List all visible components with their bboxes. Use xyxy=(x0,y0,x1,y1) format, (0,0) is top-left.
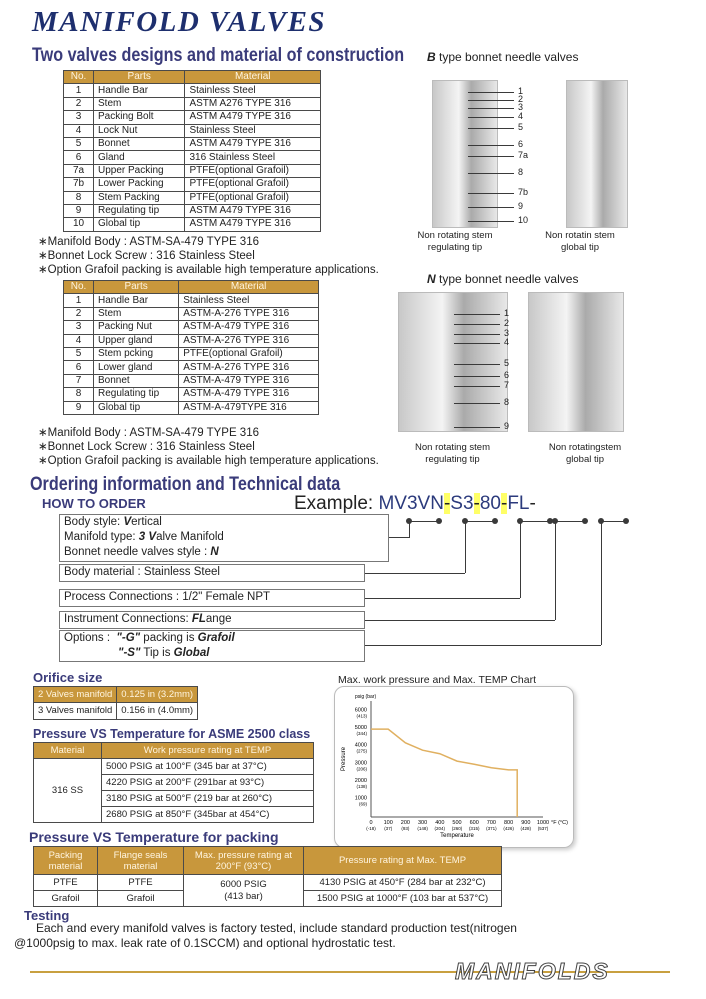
part-name: Stem pcking xyxy=(94,347,179,360)
callout-line xyxy=(468,128,514,129)
callout-line xyxy=(468,156,514,157)
col-material: Material xyxy=(185,71,321,84)
asme-material: 316 SS xyxy=(34,759,102,823)
table-row xyxy=(64,191,321,204)
note: ∗Bonnet Lock Screw : 316 Stainless Steel xyxy=(38,441,255,453)
callout-line xyxy=(454,403,500,404)
part-material: PTFE(optional Grafoil) xyxy=(185,178,321,191)
connector-dot xyxy=(598,518,604,524)
y-tick-label: 2000 xyxy=(354,777,367,784)
y-tick-bar-label: (206) xyxy=(356,766,367,772)
packing-cell: 1500 PSIG at 1000°F (103 bar at 537°C) xyxy=(304,891,502,907)
orifice-cell: 0.156 in (4.0mm) xyxy=(117,703,198,720)
asme-row: 2680 PSIG at 850°F (345bar at 454°C) xyxy=(102,807,314,823)
part-material: ASTM A479 TYPE 316 xyxy=(185,204,321,217)
packing-max: 6000 PSIG (413 bar) xyxy=(184,875,304,907)
note: ∗Option Grafoil packing is available high temperature applications. xyxy=(38,264,379,276)
y-tick-label: 1000 xyxy=(354,795,367,802)
asme-row: 4220 PSIG at 200°F (291bar at 93°C) xyxy=(102,775,314,791)
caption-n-left: Non rotating stem regulating tip xyxy=(415,442,490,465)
col-no: No. xyxy=(64,281,94,294)
options-box: Options : "-G" packing is Grafoil "-S" Tip is Global xyxy=(59,630,365,662)
part-name: Regulating tip xyxy=(94,204,185,217)
x-unit: °F (°C) xyxy=(551,820,568,826)
valve-n-right-image xyxy=(528,292,624,432)
connector xyxy=(409,522,410,538)
packing-col: Max. pressure rating at 200°F (93°C) xyxy=(184,847,304,875)
col-material: Material xyxy=(179,281,319,294)
part-material: ASTM-A-276 TYPE 316 xyxy=(179,361,319,374)
parts-table-n xyxy=(63,280,319,415)
part-material: ASTM-A-276 TYPE 316 xyxy=(179,307,319,320)
callout-line xyxy=(454,314,500,315)
callout-line xyxy=(468,92,514,93)
callout-line xyxy=(468,221,514,222)
instrument-connection-box: Instrument Connections: FLange xyxy=(59,611,365,629)
body-material-box: Body material : Stainless Steel xyxy=(59,564,365,582)
callout-label: 8 xyxy=(518,167,524,177)
part-material: ASTM A479 TYPE 316 xyxy=(185,111,321,124)
y-unit: psig (bar) xyxy=(355,694,377,700)
part-material: ASTM-A-479 TYPE 316 xyxy=(179,388,319,401)
y-tick-label: 5000 xyxy=(354,725,367,732)
table-row xyxy=(64,347,319,360)
diagram-b-title: B type bonnet needle valves xyxy=(427,50,579,64)
part-number: 7 xyxy=(64,374,94,387)
body-style-box: Body style: Vertical Manifold type: 3 Valve Manifold Bonnet needle valves style : N xyxy=(59,514,389,562)
part-name: Bonnet xyxy=(94,374,179,387)
packing-title: Pressure VS Temperature for packing xyxy=(29,829,279,845)
part-material: PTFE(optional Grafoil) xyxy=(185,164,321,177)
part-number: 9 xyxy=(64,401,94,414)
orifice-table xyxy=(33,686,198,720)
page-title: MANIFOLD VALVES xyxy=(32,6,327,38)
part-name: Global tip xyxy=(94,218,185,231)
callout-label: 3 xyxy=(518,102,524,112)
callout-label: 6 xyxy=(504,370,510,380)
packing-cell: Grafoil xyxy=(34,891,98,907)
testing-title: Testing xyxy=(24,908,70,923)
table-row xyxy=(64,124,321,137)
x-tick-label: 1000 xyxy=(536,820,550,826)
part-name: Lower gland xyxy=(94,361,179,374)
connector-dot xyxy=(623,518,629,524)
x-tick-label: 900 xyxy=(521,820,531,826)
part-name: Handle Bar xyxy=(94,84,185,97)
part-number: 5 xyxy=(64,137,94,150)
part-name: Bonnet xyxy=(94,137,185,150)
part-material: ASTM A479 TYPE 316 xyxy=(185,137,321,150)
orifice-title: Orifice size xyxy=(33,670,103,685)
part-material: ASTM A276 TYPE 316 xyxy=(185,97,321,110)
packing-cell: Grafoil xyxy=(98,891,184,907)
part-number: 9 xyxy=(64,204,94,217)
callout-label: 9 xyxy=(504,421,510,431)
x-tick-label: 300 xyxy=(418,820,428,826)
callout-line xyxy=(454,364,500,365)
table-row xyxy=(64,137,321,150)
callout-label: 3 xyxy=(504,328,510,338)
valve-b-left-image xyxy=(432,80,498,228)
part-number: 4 xyxy=(64,124,94,137)
notes-b xyxy=(38,235,379,277)
part-material: ASTM-A-479 TYPE 316 xyxy=(179,321,319,334)
notes-n xyxy=(38,426,379,468)
chart-frame xyxy=(334,686,574,848)
callout-label: 6 xyxy=(518,139,524,149)
y-tick-label: 3000 xyxy=(354,760,367,767)
callout-line xyxy=(468,108,514,109)
parts-table-b xyxy=(63,70,321,232)
pressure-temp-chart xyxy=(335,687,575,849)
y-tick-label: 4000 xyxy=(354,742,367,749)
part-number: 6 xyxy=(64,361,94,374)
callout-line xyxy=(468,117,514,118)
note: ∗Manifold Body : ASTM-SA-479 TYPE 316 xyxy=(38,236,259,248)
y-tick-bar-label: (344) xyxy=(356,731,367,737)
connector-dot xyxy=(436,518,442,524)
connector xyxy=(365,645,601,646)
callout-label: 5 xyxy=(518,122,524,132)
part-number: 7a xyxy=(64,164,94,177)
caption-b-right: Non rotatin stem global tip xyxy=(545,230,615,253)
part-material: Stainless Steel xyxy=(185,84,321,97)
packing-col: Flange seals material xyxy=(98,847,184,875)
part-material: PTFE(optional Grafoil) xyxy=(185,191,321,204)
x-axis-label: Temperature xyxy=(440,833,474,839)
callout-line xyxy=(468,145,514,146)
x-tick-c-label: (537) xyxy=(537,826,549,831)
table-row xyxy=(64,361,319,374)
callout-label: 7a xyxy=(518,150,529,160)
table-row xyxy=(64,388,319,401)
callout-label: 2 xyxy=(504,318,510,328)
part-number: 2 xyxy=(64,97,94,110)
part-material: ASTM A479 TYPE 316 xyxy=(185,218,321,231)
callout-label: 2 xyxy=(518,94,524,104)
callout-line xyxy=(454,324,500,325)
asme-col: Work pressure rating at TEMP xyxy=(102,743,314,759)
table-row xyxy=(64,84,321,97)
callout-label: 8 xyxy=(504,397,510,407)
part-material: Stainless Steel xyxy=(179,294,319,307)
part-material: PTFE(optional Grafoil) xyxy=(179,347,319,360)
x-tick-c-label: (426) xyxy=(503,826,514,831)
note: ∗Bonnet Lock Screw : 316 Stainless Steel xyxy=(38,250,255,262)
packing-cell: 4130 PSIG at 450°F (284 bar at 232°C) xyxy=(304,875,502,891)
process-connection-box: Process Connections : 1/2" Female NPT xyxy=(59,589,365,607)
connector xyxy=(465,523,466,573)
connector-dot xyxy=(552,518,558,524)
asme-table xyxy=(33,742,314,823)
part-number: 1 xyxy=(64,84,94,97)
x-tick-label: 200 xyxy=(400,820,410,826)
callout-label: 7b xyxy=(518,187,529,197)
table-row xyxy=(64,374,319,387)
callout-line xyxy=(454,427,500,428)
table-row xyxy=(64,321,319,334)
part-number: 3 xyxy=(64,111,94,124)
part-material: Stainless Steel xyxy=(185,124,321,137)
asme-col: Material xyxy=(34,743,102,759)
connector xyxy=(520,521,550,522)
packing-col: Pressure rating at Max. TEMP xyxy=(304,847,502,875)
y-tick-label: 6000 xyxy=(354,707,367,714)
part-number: 1 xyxy=(64,294,94,307)
y-axis-label: Pressure xyxy=(341,746,347,772)
valve-n-left-image xyxy=(398,292,508,432)
connector xyxy=(365,598,520,599)
order-example: Example: MV3VN-S3-80-FL- xyxy=(294,493,536,514)
part-name: Packing Bolt xyxy=(94,111,185,124)
connector xyxy=(365,620,555,621)
part-name: Gland xyxy=(94,151,185,164)
note: ∗Manifold Body : ASTM-SA-479 TYPE 316 xyxy=(38,427,259,439)
part-name: Lower Packing xyxy=(94,178,185,191)
callout-line xyxy=(468,207,514,208)
part-number: 2 xyxy=(64,307,94,320)
packing-col: Packing material xyxy=(34,847,98,875)
x-tick-label: 700 xyxy=(486,820,496,826)
x-tick-c-label: (428) xyxy=(520,826,532,831)
callout-label: 4 xyxy=(504,337,510,347)
part-material: ASTM-A-479TYPE 316 xyxy=(179,401,319,414)
part-number: 7b xyxy=(64,178,94,191)
part-number: 6 xyxy=(64,151,94,164)
orifice-cell: 3 Valves manifold xyxy=(34,703,117,720)
pressure-series-line xyxy=(371,729,517,817)
asme-title: Pressure VS Temperature for ASME 2500 class xyxy=(33,727,311,741)
table-row xyxy=(64,307,319,320)
part-material: ASTM-A-479 TYPE 316 xyxy=(179,374,319,387)
callout-line xyxy=(468,193,514,194)
table-row xyxy=(64,151,321,164)
part-number: 4 xyxy=(64,334,94,347)
footer-brand: MANIFOLDS xyxy=(455,958,610,984)
chart-title: Max. work pressure and Max. TEMP Chart xyxy=(338,674,537,686)
asme-row: 5000 PSIG at 100°F (345 bar at 37°C) xyxy=(102,759,314,775)
table-row xyxy=(64,334,319,347)
connector xyxy=(465,521,495,522)
packing-table xyxy=(33,846,502,907)
orifice-cell: 2 Valves manifold xyxy=(34,687,117,703)
callout-line xyxy=(468,173,514,174)
packing-cell: PTFE xyxy=(98,875,184,891)
subtitle: Two valves designs and material of construction xyxy=(32,45,405,66)
x-tick-c-label: (315) xyxy=(468,826,480,831)
connector-dot xyxy=(517,518,523,524)
connector-dot xyxy=(462,518,468,524)
testing-text: Each and every manifold valves is factory tested, include standard production test(nitrogen @1000psig to max. leak rate of 0.1SCCM) and optional hydrostatic test. xyxy=(14,921,517,950)
x-tick-c-label: (371) xyxy=(486,826,497,831)
callout-label: 4 xyxy=(518,111,524,121)
callout-line xyxy=(454,386,500,387)
connector xyxy=(555,521,585,522)
y-tick-bar-label: (413) xyxy=(356,713,367,719)
x-tick-c-label: (-18) xyxy=(366,826,376,831)
note: ∗Option Grafoil packing is available high temperature applications. xyxy=(38,455,379,467)
table-row xyxy=(64,204,321,217)
y-tick-bar-label: (69) xyxy=(358,801,367,807)
callout-label: 10 xyxy=(518,215,529,225)
x-tick-c-label: (204) xyxy=(434,826,446,831)
connector xyxy=(409,521,439,522)
part-name: Stem xyxy=(94,307,179,320)
x-tick-label: 500 xyxy=(452,820,462,826)
callout-label: 9 xyxy=(518,201,524,211)
part-name: Packing Nut xyxy=(94,321,179,334)
y-tick-bar-label: (138) xyxy=(356,783,367,789)
x-tick-c-label: (260) xyxy=(451,826,463,831)
x-tick-c-label: (37) xyxy=(384,826,393,831)
orifice-cell: 0.125 in (3.2mm) xyxy=(117,687,198,703)
callout-line xyxy=(468,100,514,101)
caption-b-left: Non rotating stem regulating tip xyxy=(417,230,493,253)
part-name: Regulating tip xyxy=(94,388,179,401)
y-tick-bar-label: (275) xyxy=(356,748,367,754)
x-tick-label: 100 xyxy=(383,820,393,826)
part-name: Upper Packing xyxy=(94,164,185,177)
connector xyxy=(555,523,556,620)
ordering-section-title: Ordering information and Technical data xyxy=(30,474,341,495)
part-number: 8 xyxy=(64,191,94,204)
caption-n-right: Non rotatingstem global tip xyxy=(548,442,622,465)
x-tick-label: 800 xyxy=(504,820,514,826)
table-row xyxy=(64,97,321,110)
part-material: 316 Stainless Steel xyxy=(185,151,321,164)
connector xyxy=(389,537,409,538)
part-name: Upper gland xyxy=(94,334,179,347)
part-number: 8 xyxy=(64,388,94,401)
x-tick-c-label: (93) xyxy=(401,826,410,831)
table-row xyxy=(64,294,319,307)
connector-dot xyxy=(492,518,498,524)
connector xyxy=(520,523,521,598)
callout-line xyxy=(454,334,500,335)
callout-label: 7 xyxy=(504,380,510,390)
callout-line xyxy=(454,343,500,344)
diagram-n-title: N type bonnet needle valves xyxy=(427,272,579,286)
part-number: 3 xyxy=(64,321,94,334)
callout-label: 1 xyxy=(518,86,524,96)
part-material: ASTM-A-276 TYPE 316 xyxy=(179,334,319,347)
connector-dot xyxy=(406,518,412,524)
packing-cell: PTFE xyxy=(34,875,98,891)
valve-b-right-image xyxy=(566,80,628,228)
part-number: 10 xyxy=(64,218,94,231)
callout-label: 5 xyxy=(504,358,510,368)
part-name: Handle Bar xyxy=(94,294,179,307)
col-parts: Parts xyxy=(94,281,179,294)
part-number: 5 xyxy=(64,347,94,360)
connector xyxy=(601,523,602,645)
connector-dot xyxy=(582,518,588,524)
table-row xyxy=(64,178,321,191)
table-row xyxy=(64,111,321,124)
connector xyxy=(365,573,465,574)
table-row xyxy=(64,164,321,177)
how-to-order: HOW TO ORDER xyxy=(42,496,146,511)
part-name: Global tip xyxy=(94,401,179,414)
table-row xyxy=(64,401,319,414)
part-name: Stem xyxy=(94,97,185,110)
x-tick-label: 0 xyxy=(369,820,373,826)
callout-line xyxy=(454,376,500,377)
callout-label: 1 xyxy=(504,308,510,318)
x-tick-c-label: (148) xyxy=(417,826,428,831)
part-name: Stem Packing xyxy=(94,191,185,204)
part-name: Lock Nut xyxy=(94,124,185,137)
asme-row: 3180 PSIG at 500°F (219 bar at 260°C) xyxy=(102,791,314,807)
col-no: No. xyxy=(64,71,94,84)
col-parts: Parts xyxy=(94,71,185,84)
table-row xyxy=(64,218,321,231)
x-tick-label: 600 xyxy=(469,820,479,826)
x-tick-label: 400 xyxy=(435,820,445,826)
